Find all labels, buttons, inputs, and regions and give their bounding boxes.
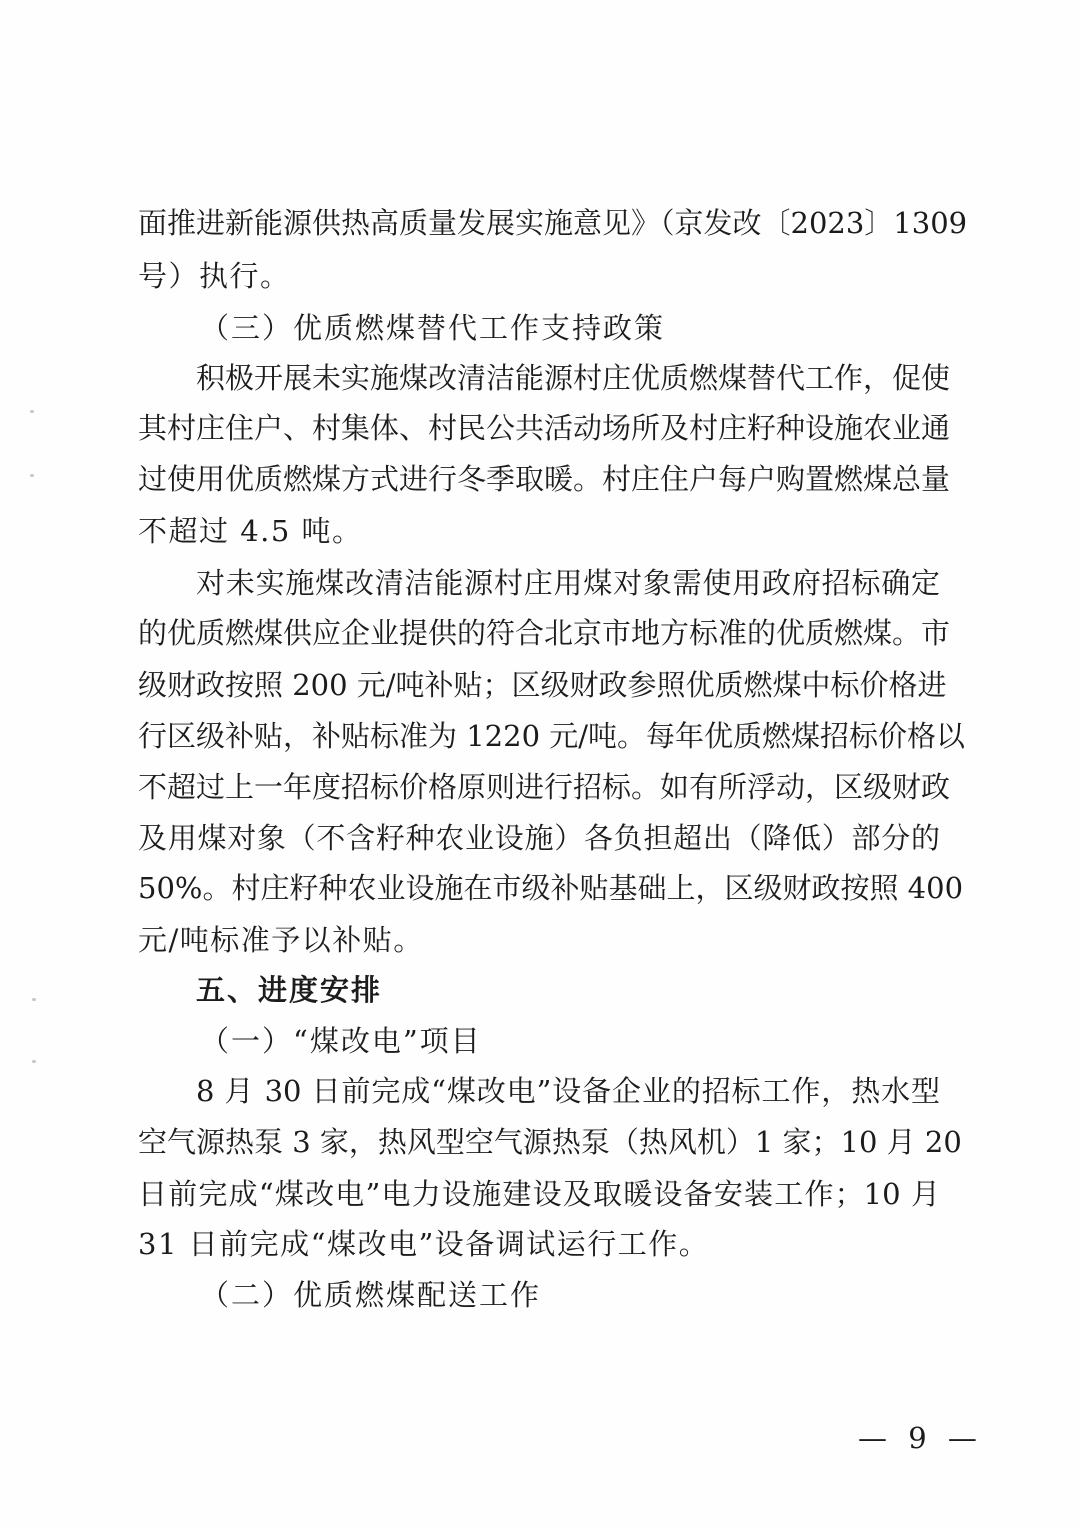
paragraph-line-11: 行区级补贴，补贴标准为 1220 元/吨。每年优质燃煤招标价格以: [138, 719, 966, 753]
paragraph-line-19: 空气源热泵 3 家，热风型空气源热泵（热风机）1 家；10 月 20: [138, 1125, 962, 1159]
scan-speck: [32, 1060, 36, 1063]
subsection-heading-1: （一）“煤改电”项目: [200, 1024, 482, 1058]
page-number: — 9 —: [858, 1421, 983, 1455]
paragraph-line-12: 不超过上一年度招标价格原则进行招标。如有所浮动，区级财政: [138, 770, 951, 804]
paragraph-line-6: 过使用优质燃煤方式进行冬季取暖。村庄住户每户购置燃煤总量: [138, 462, 951, 496]
subsection-heading-2: （二）优质燃煤配送工作: [200, 1278, 542, 1312]
section-heading-3: （三）优质燃煤替代工作支持政策: [200, 311, 666, 345]
paragraph-line-5: 其村庄住户、村集体、村民公共活动场所及村庄籽种设施农业通: [138, 411, 951, 445]
scan-speck: [30, 474, 34, 477]
paragraph-line-1: 面推进新能源供热高质量发展实施意见》（京发改〔2023〕1309: [138, 206, 968, 240]
paragraph-line-9: 的优质燃煤供应企业提供的符合北京市地方标准的优质燃煤。市: [138, 616, 951, 650]
paragraph-line-15: 元/吨标准予以补贴。: [138, 923, 424, 957]
paragraph-line-21: 31 日前完成“煤改电”设备调试运行工作。: [138, 1227, 710, 1261]
paragraph-line-8: 对未实施煤改清洁能源村庄用煤对象需使用政府招标确定: [196, 566, 940, 600]
paragraph-line-14: 50%。村庄籽种农业设施在市级补贴基础上，区级财政按照 400: [138, 871, 964, 905]
paragraph-line-7: 不超过 4.5 吨。: [138, 514, 363, 548]
paragraph-line-20: 日前完成“煤改电”电力设施建设及取暖设备安装工作；10 月: [138, 1177, 940, 1211]
section-heading-five: 五、进度安排: [196, 973, 383, 1007]
scan-speck: [30, 410, 34, 413]
paragraph-line-18: 8 月 30 日前完成“煤改电”设备企业的招标工作，热水型: [196, 1074, 940, 1108]
paragraph-line-10: 级财政按照 200 元/吨补贴；区级财政参照优质燃煤中标价格进: [138, 668, 947, 702]
paragraph-line-4: 积极开展未实施煤改清洁能源村庄优质燃煤替代工作，促使: [196, 361, 951, 395]
scan-speck: [32, 998, 36, 1001]
paragraph-line-13: 及用煤对象（不含籽种农业设施）各负担超出（降低）部分的: [138, 821, 940, 855]
paragraph-line-2: 号）执行。: [138, 259, 291, 293]
